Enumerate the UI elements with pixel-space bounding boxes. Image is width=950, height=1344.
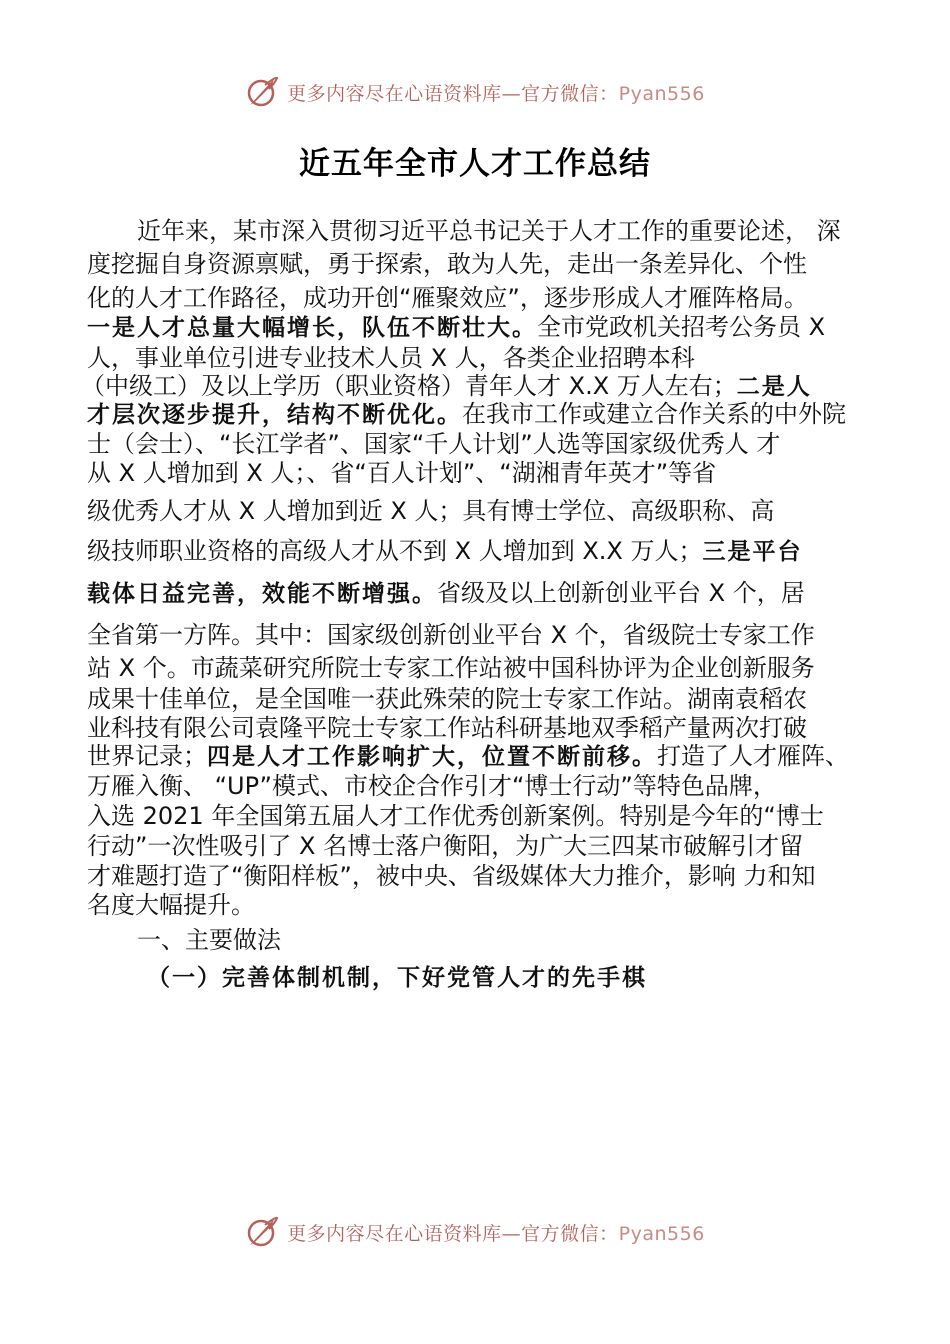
quill-logo-icon <box>245 75 279 109</box>
body-line: 才难题打造了“衡阳样板”，被中央、省级媒体大力推介，影响 力和知 <box>87 862 816 890</box>
body-line: 世界记录；四是人才工作影响扩大，位置不断前移。打造了人才雁阵、 <box>87 742 849 770</box>
body-line: 才层次逐步提升，结构不断优化。在我市工作或建立合作关系的中外院 <box>87 400 846 428</box>
quill-logo-icon <box>245 1215 279 1249</box>
body-line: 名度大幅提升。 <box>87 891 255 919</box>
body-line: 入选 2021 年全国第五届人才工作优秀创新案例。特别是今年的“博士 <box>87 802 824 830</box>
document-title: 近五年全市人才工作总结 <box>299 146 651 182</box>
key-point-2b: 才层次逐步提升，结构不断优化。 <box>87 401 462 428</box>
header-banner <box>0 72 950 112</box>
body-line: 站 X 个。市蔬菜研究所院士专家工作站被中国科协评为企业创新服务 <box>87 654 815 682</box>
body-line: 成果十佳单位，是全国唯一获此殊荣的院士专家工作站。湖南袁稻农 <box>87 685 807 713</box>
body-line: 级技师职业资格的高级人才从不到 X 人增加到 X.X 万人；三是平台 <box>87 537 803 565</box>
body-line: 从 X 人增加到 X 人；、省“百人计划”、“湖湘青年英才”等省 <box>87 459 717 487</box>
body-line: 载体日益完善，效能不断增强。省级及以上创新创业平台 X 个，居 <box>87 579 805 607</box>
footer-banner <box>0 1212 950 1252</box>
key-point-1: 一是人才总量大幅增长，队伍不断壮大。 <box>87 314 537 341</box>
subsection-heading: （一）完善体制机制，下好党管人才的先手棋 <box>147 964 647 991</box>
body-line: 人，事业单位引进专业技术人员 X 人，各类企业招聘本科 <box>87 344 695 372</box>
key-point-3b: 载体日益完善，效能不断增强。 <box>87 580 437 607</box>
body-line: 化的人才工作路径，成功开创“雁聚效应”，逐步形成人才雁阵格局。 <box>87 284 808 312</box>
body-line: 度挖掘自身资源禀赋，勇于探索，敢为人先，走出一条差异化、个性 <box>87 250 807 278</box>
body-line: 万雁入衡、 “UP”模式、市校企合作引才“博士行动”等特色品牌， <box>87 772 777 800</box>
body-line: 一是人才总量大幅增长，队伍不断壮大。全市党政机关招考公务员 X <box>87 313 826 341</box>
banner-text: 更多内容尽在心语资料库—官方微信：Pyan556 <box>287 82 705 105</box>
wechat-id: Pyan556 <box>618 1222 705 1245</box>
wechat-id: Pyan556 <box>618 82 705 105</box>
body-line: 近年来，某市深入贯彻习近平总书记关于人才工作的重要论述， 深 <box>137 217 841 245</box>
body-line: 行动”一次性吸引了 X 名博士落户衡阳，为广大三四某市破解引才留 <box>87 832 804 860</box>
key-point-2a: 二是人 <box>736 373 812 400</box>
body-line: 级优秀人才从 X 人增加到近 X 人；具有博士学位、高级职称、高 <box>87 497 775 525</box>
key-point-4: 四是人才工作影响扩大，位置不断前移。 <box>207 743 657 770</box>
body-line: 士（会士）、“长江学者”、国家“千人计划”人选等国家级优秀人 才 <box>87 430 781 458</box>
banner-text: 更多内容尽在心语资料库—官方微信：Pyan556 <box>287 1222 705 1245</box>
body-line: （中级工）及以上学历（职业资格）青年人才 X.X 万人左右；二是人 <box>81 372 812 400</box>
key-point-3a: 三是平台 <box>702 538 803 565</box>
body-line: 业科技有限公司袁隆平院士专家工作站科研基地双季稻产量两次打破 <box>87 714 807 742</box>
section-heading: 一、主要做法 <box>137 926 281 954</box>
body-line: 全省第一方阵。其中：国家级创新创业平台 X 个，省级院士专家工作 <box>87 621 815 649</box>
